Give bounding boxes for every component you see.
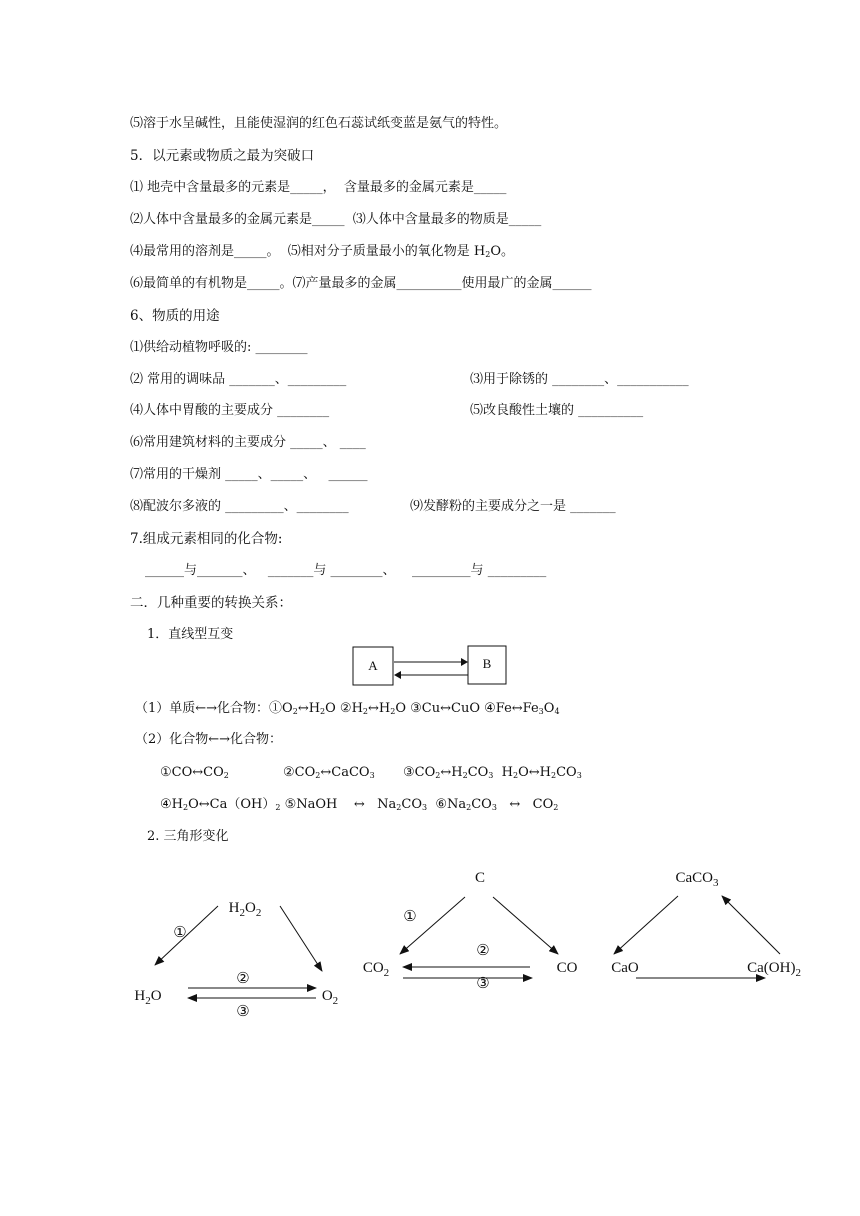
tri3-left-label: CaO bbox=[611, 960, 639, 976]
tri2-num-3: ③ bbox=[476, 976, 490, 992]
conversion-co2-h2co3: $③CO_2\leftrightarrow H_2CO_3$ $H_2O\leftrightarrow H_2CO_3$ bbox=[403, 765, 582, 780]
q6-4: ⑷人体中胃酸的主要成分 ________ bbox=[130, 403, 330, 418]
triangle-carbon bbox=[363, 870, 578, 992]
q6-3: ⑶用于除锈的 ________、___________ bbox=[470, 372, 689, 387]
tri3-right-label: $Ca(OH)_2$ bbox=[747, 960, 801, 979]
box-a-label: A bbox=[368, 658, 378, 673]
box-diagram bbox=[352, 644, 512, 690]
q5-1: ⑴ 地壳中含量最多的元素是_____， 含量最多的金属元素是_____ bbox=[130, 180, 507, 195]
tri2-top-label: C bbox=[474, 870, 486, 886]
conversion-co2-caco3: $②CO_2\leftrightarrow CaCO_3$ bbox=[283, 765, 375, 780]
q6-2: ⑵ 常用的调味品 _______、_________ bbox=[130, 372, 347, 387]
q6-9: ⑼发酵粉的主要成分之一是 _______ bbox=[410, 499, 616, 514]
conversion-co-co2: $①CO\leftrightarrow CO_2$ bbox=[160, 765, 229, 780]
box-b-label: B bbox=[482, 656, 492, 671]
q5-6-7: ⑹最简单的有机物是_____。⑺产量最多的金属__________使用最广的金属______ bbox=[130, 276, 592, 291]
conversion-row-4-6: $④H_2O\leftrightarrow Ca(OH)_2$ ⑤NaOH ↔ $Na_2CO_3$ $⑥Na_2CO_3$ ↔ $CO_2$ bbox=[160, 797, 559, 812]
subsection-1-heading: 1．直线型互变 bbox=[147, 627, 234, 642]
triangle-diagrams bbox=[0, 850, 860, 1030]
tri2-right-label: CO bbox=[556, 960, 578, 976]
text-ammonia-property: ⑸溶于水呈碱性，且能使湿润的红色石蕊试纸变蓝是氨气的特性。 bbox=[130, 116, 508, 131]
tri2-arrow-top-left bbox=[400, 897, 465, 954]
tri2-num-1: ① bbox=[403, 909, 417, 925]
q7-blanks: ______与_______、 _______与 ________、 _________与 _________ bbox=[145, 563, 547, 578]
triangle-calcium bbox=[611, 870, 801, 979]
section-5-heading: 5．以元素或物质之最为突破口 bbox=[130, 148, 315, 164]
q6-5: ⑸改良酸性土壤的 __________ bbox=[470, 403, 644, 418]
tri3-arrow-right-top bbox=[722, 896, 780, 954]
tri1-arrow-top-right bbox=[280, 906, 322, 971]
q5-4-5: ⑷最常用的溶剂是_____。 ⑸相对分子质量最小的氧化物是 $H_2O$。 bbox=[130, 244, 514, 259]
subsection-2-heading: 2. 三角形变化 bbox=[147, 829, 229, 844]
tri3-top-label: CaCO$_3$ bbox=[675, 870, 719, 889]
part-2-heading: 二．几种重要的转换关系： bbox=[130, 595, 292, 611]
tri3-arrow-top-left bbox=[614, 896, 678, 954]
tri2-arrow-top-right bbox=[493, 897, 558, 954]
tri2-num-2: ② bbox=[476, 943, 490, 959]
q5-2-3: ⑵人体中含量最多的金属元素是_____ ⑶人体中含量最多的物质是_____ bbox=[130, 212, 542, 227]
q6-8: ⑻配波尔多液的 _________、________ bbox=[130, 499, 349, 514]
tri1-left-label: $H_2O$ bbox=[134, 988, 162, 1007]
tri1-num-2: ② bbox=[236, 971, 250, 987]
section-7-heading: 7.组成元素相同的化合物: bbox=[130, 531, 283, 547]
tri1-num-1: ① bbox=[173, 925, 187, 941]
conversion-element-compound: （1）单质←→化合物：$①O_2\leftrightarrow H_2O$ $②H_2\leftrightarrow H_2O$ ③Cu↔CuO $④Fe\leftrightarrow Fe_3O_4$ bbox=[135, 701, 560, 716]
q6-1: ⑴供给动植物呼吸的: ________ bbox=[130, 340, 308, 355]
tri1-right-label: $O_2$ bbox=[321, 988, 339, 1007]
conversion-compound-compound-heading: （2）化合物←→化合物： bbox=[135, 732, 283, 747]
tri1-num-3: ③ bbox=[236, 1004, 250, 1020]
section-6-heading: 6、物质的用途 bbox=[130, 308, 220, 324]
q6-6: ⑹常用建筑材料的主要成分 _____、 ____ bbox=[130, 435, 366, 450]
tri1-top-label: $H_2O_2$ bbox=[228, 900, 262, 919]
q6-7: ⑺常用的干燥剂 _____、_____、 ______ bbox=[130, 467, 368, 482]
triangle-h2o2 bbox=[134, 900, 338, 1020]
tri2-left-label: $CO_2$ bbox=[362, 960, 390, 979]
